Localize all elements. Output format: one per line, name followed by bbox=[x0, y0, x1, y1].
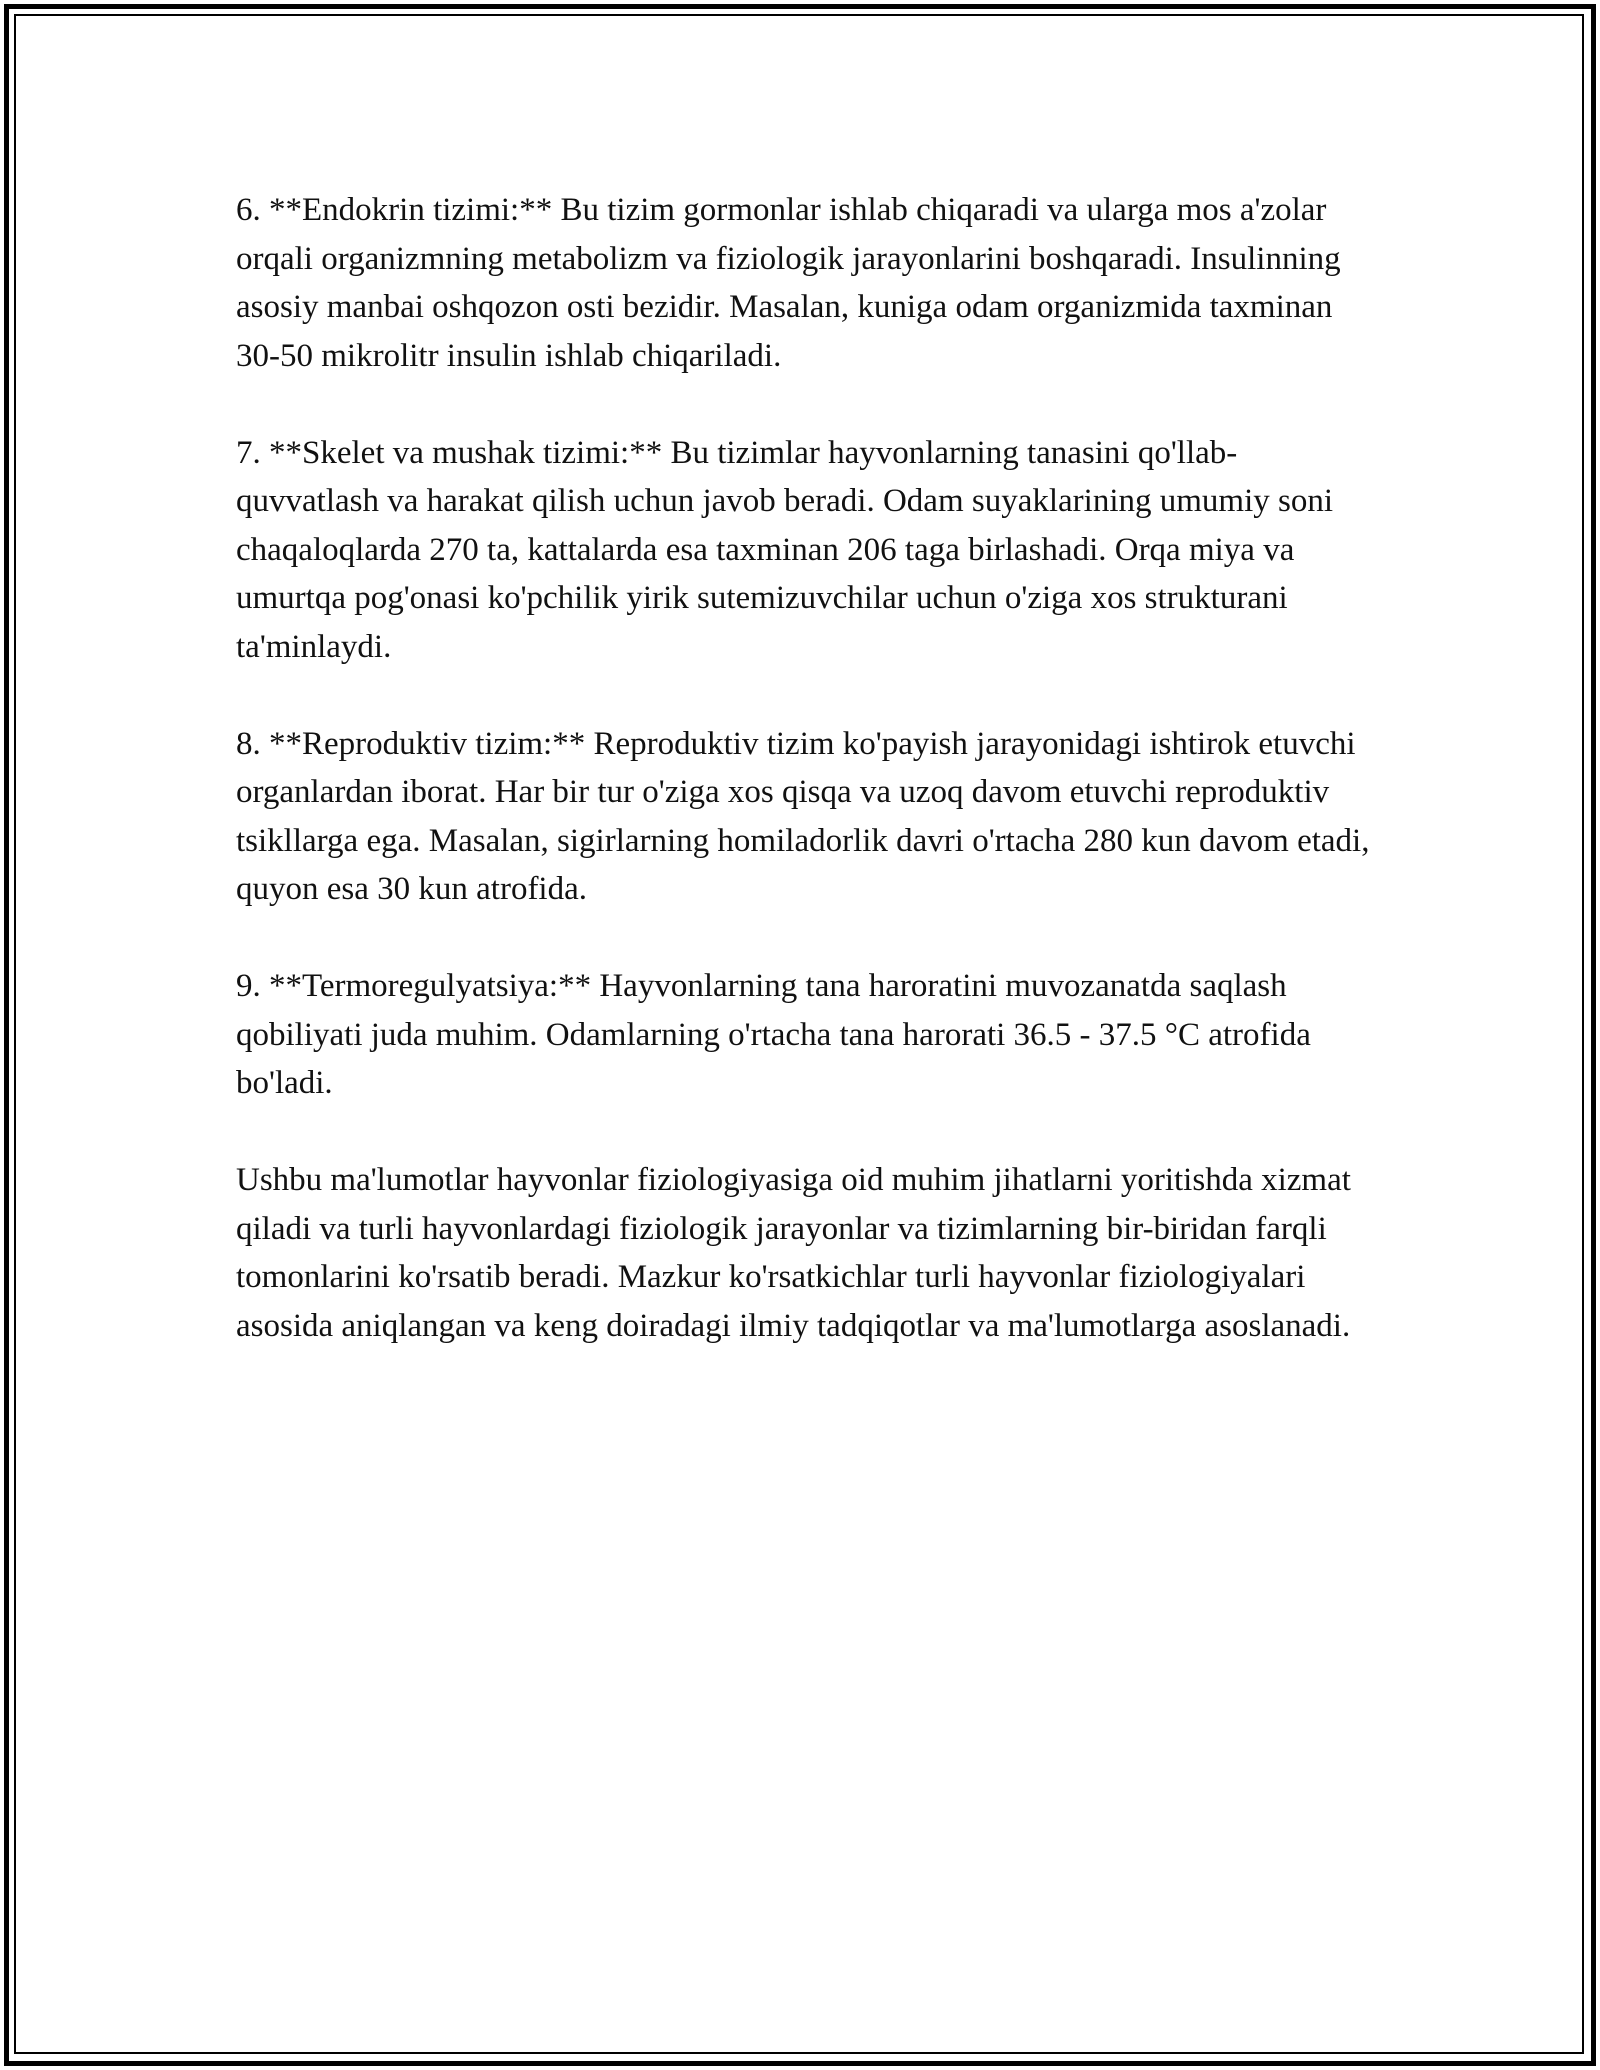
paragraph-endokrin-tizimi: 6. **Endokrin tizimi:** Bu tizim gormonlar ishlab chiqaradi va ularga mos a'zolar orqali organizmning metabolizm va fiziologik jarayonlarini boshqaradi. Insulinning asosiy manbai oshqozon osti bezidir. Masalan, kuniga odam organizmida taxminan 30-50 mikrolitr insulin ishlab chiqariladi. bbox=[236, 192, 1341, 374]
document-body bbox=[236, 186, 1376, 1350]
paragraph-skelet-va-mushak-tizimi: 7. **Skelet va mushak tizimi:** Bu tizimlar hayvonlarning tanasini qo'llab-quvvatlash va harakat qilish uchun javob beradi. Odam suyaklarining umumiy soni chaqaloqlarda 270 ta, kattalarda esa taxminan 206 taga birlashadi. Orqa miya va umurtqa pog'onasi ko'pchilik yirik sutemizuvchilar uchun o'ziga xos strukturani ta'minlaydi. bbox=[236, 434, 1334, 665]
paragraph-termoregulyatsiya: 9. **Termoregulyatsiya:** Hayvonlarning tana haroratini muvozanatda saqlash qobiliyati juda muhim. Odamlarning o'rtacha tana harorati 36.5 - 37.5 °C atrofida bo'ladi. bbox=[236, 968, 1311, 1101]
paragraph-conclusion: Ushbu ma'lumotlar hayvonlar fiziologiyasiga oid muhim jihatlarni yoritishda xizmat qiladi va turli hayvonlardagi fiziologik jarayonlar va tizimlarning bir-biridan farqli tomonlarini ko'rsatib beradi. Mazkur ko'rsatkichlar turli hayvonlar fiziologiyalari asosida aniqlangan va keng doiradagi ilmiy tadqiqotlar va ma'lumotlarga asoslanadi. bbox=[236, 1162, 1351, 1344]
paragraph-reproduktiv-tizim: 8. **Reproduktiv tizim:** Reproduktiv tizim ko'payish jarayonidagi ishtirok etuvchi organlardan iborat. Har bir tur o'ziga xos qisqa va uzoq davom etuvchi reproduktiv tsikllarga ega. Masalan, sigirlarning homiladorlik davri o'rtacha 280 kun davom etadi, quyon esa 30 kun atrofida. bbox=[236, 725, 1370, 907]
